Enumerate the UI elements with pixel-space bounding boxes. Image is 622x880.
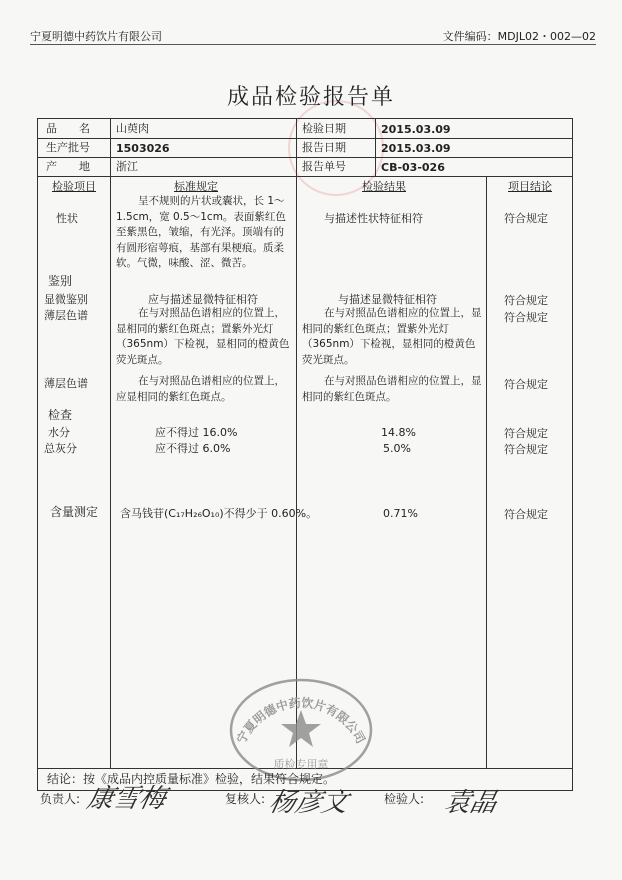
conclusion-water: 符合规定	[504, 427, 548, 440]
batch-label: 生产批号	[46, 141, 90, 154]
name-value: 山萸肉	[116, 122, 149, 135]
item-tlc-2: 薄层色谱	[44, 377, 88, 390]
conclusion-assay: 符合规定	[504, 508, 548, 521]
result-microscopic: 与描述显微特征相符	[338, 293, 437, 306]
result-water: 14.8%	[381, 426, 416, 439]
standard-tlc-1: 在与对照品色谱相应的位置上，显相同的紫红色斑点；置紫外光灯（365nm）下检视，显相同的橙黄色荧光斑点。	[116, 307, 290, 366]
standard-microscopic: 应与描述显微特征相符	[148, 293, 258, 306]
conclusion-microscopic: 符合规定	[504, 294, 548, 307]
conclusion-tlc-2: 符合规定	[504, 378, 548, 391]
standard-tlc-2: 在与对照品色谱相应的位置上，应显相同的紫红色斑点。	[116, 375, 285, 403]
document-header	[30, 26, 596, 45]
report-title: 成品检验报告单	[226, 85, 395, 110]
conclusion-traits: 符合规定	[504, 212, 548, 225]
inspector-signature: 袁晶	[441, 788, 500, 818]
seal-star-icon	[281, 710, 321, 747]
column-header-standard: 标准规定	[174, 180, 218, 193]
inspection-date-value: 2015.03.09	[381, 123, 451, 136]
standard-assay: 含马钱苷(C₁₇H₂₆O₁₀)不得少于 0.60%。	[120, 507, 318, 520]
column-header-result: 检验结果	[362, 180, 406, 193]
company-name: 宁夏明德中药饮片有限公司	[30, 30, 162, 43]
quality-inspection-seal	[226, 670, 376, 782]
seal-text: 宁夏明德中药饮片有限公司	[234, 695, 368, 746]
document-code: 文件编码：MDJL02・002—02	[442, 30, 596, 43]
standard-water: 应不得过 16.0%	[155, 426, 238, 439]
result-assay: 0.71%	[383, 507, 418, 520]
reviewer-signature: 杨彦文	[266, 788, 351, 818]
result-tlc-2: 在与对照品色谱相应的位置上，显相同的紫红色斑点。	[302, 375, 482, 403]
inspector-label: 检验人:	[384, 792, 425, 806]
report-date-value: 2015.03.09	[381, 142, 451, 155]
seal-subtext: 质检专用章	[273, 758, 329, 771]
column-header-conclusion: 项目结论	[508, 180, 552, 193]
item-water: 水分	[48, 426, 70, 439]
report-date-label: 报告日期	[302, 141, 346, 154]
item-tlc-1: 薄层色谱	[44, 309, 88, 322]
section-check: 检查	[48, 408, 73, 422]
result-ash: 5.0%	[383, 442, 411, 455]
standard-ash: 应不得过 6.0%	[155, 442, 231, 455]
name-label: 品 名	[46, 122, 90, 135]
standard-traits: 呈不规则的片状或囊状，长 1～1.5cm，宽 0.5～1cm。表面紫红色至紫黑色，皱缩，有光泽。顶端有的有圆形宿萼痕，基部有果梗痕。质柔软。气微，味酸、涩、微苦。	[116, 195, 286, 269]
item-ash: 总灰分	[44, 442, 77, 455]
conclusion-tlc-1: 符合规定	[504, 311, 548, 324]
reviewer-label: 复核人:	[225, 792, 266, 806]
responsible-signature: 康雪梅	[84, 784, 169, 814]
batch-value: 1503026	[116, 142, 170, 155]
section-identification: 鉴别	[48, 274, 73, 288]
report-no-label: 报告单号	[302, 160, 346, 173]
column-header-item: 检验项目	[52, 180, 96, 193]
inspection-date-label: 检验日期	[302, 122, 346, 135]
item-microscopic: 显微鉴别	[44, 293, 88, 306]
conclusion-ash: 符合规定	[504, 443, 548, 456]
report-no-value: CB-03-026	[381, 161, 445, 174]
result-tlc-1: 在与对照品色谱相应的位置上，显相同的紫红色斑点；置紫外光灯（365nm）下检视，显相同的橙黄色荧光斑点。	[302, 307, 482, 366]
result-traits: 与描述性状特征相符	[324, 212, 423, 225]
item-assay: 含量测定	[50, 505, 99, 519]
origin-value: 浙江	[116, 160, 138, 173]
item-traits: 性状	[56, 212, 78, 225]
responsible-label: 负责人:	[40, 792, 81, 806]
conclusion-text: 结论：按《成品内控质量标准》检验，结果符合规定。	[47, 772, 336, 786]
origin-label: 产 地	[46, 160, 90, 173]
